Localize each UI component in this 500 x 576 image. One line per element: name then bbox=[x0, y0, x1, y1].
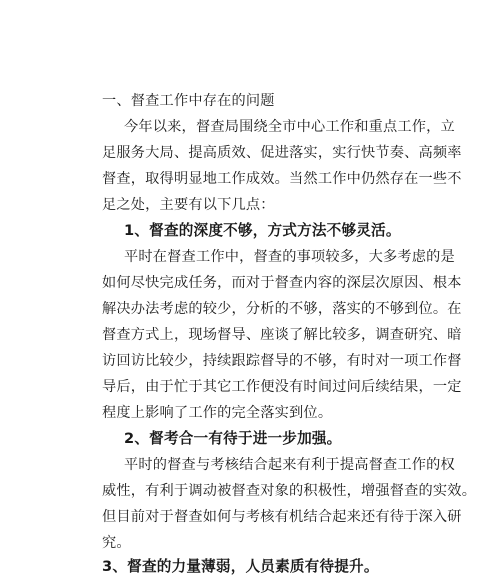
paragraph-line: 解决办法考虑的较少，分析的不够，落实的不够到位。在 bbox=[102, 301, 462, 317]
paragraph-line: 究。 bbox=[102, 535, 131, 551]
subheading-3-partial: 3、督查的力量薄弱，人员素质有待提升。 bbox=[102, 558, 379, 575]
paragraph-line: 如何尽快完成任务，而对于督查内容的深层次原因、根本 bbox=[102, 275, 462, 291]
paragraph-line: 导后，由于忙于其它工作便没有时间过问后续结果，一定 bbox=[102, 379, 462, 395]
section-heading: 一、督查工作中存在的问题 bbox=[102, 93, 275, 109]
paragraph-line: 程度上影响了工作的完全落实到位。 bbox=[102, 405, 333, 421]
paragraph-line: 足服务大局、提高质效、促进落实，实行快节奏、高频率 bbox=[102, 145, 462, 161]
paragraph-line: 今年以来，督查局围绕全市中心工作和重点工作，立 bbox=[124, 119, 455, 135]
paragraph-line: 威性，有利于调动被督查对象的积极性，增强督查的实效。 bbox=[102, 483, 477, 499]
paragraph-line: 但目前对于督查如何与考核有机结合起来还有待于深入研 bbox=[102, 509, 462, 525]
paragraph-line: 平时的督查与考核结合起来有利于提高督查工作的权 bbox=[124, 457, 455, 473]
paragraph-line: 督查方式上，现场督导、座谈了解比较多，调查研究、暗 bbox=[102, 327, 462, 343]
paragraph-line: 足之处，主要有以下几点： bbox=[102, 197, 275, 213]
paragraph-line: 访回访比较少，持续跟踪督导的不够，有时对一项工作督 bbox=[102, 353, 462, 369]
subheading-2: 2、督考合一有待于进一步加强。 bbox=[124, 430, 342, 447]
paragraph-line: 督查，取得明显地工作成效。当然工作中仍然存在一些不 bbox=[102, 171, 462, 187]
paragraph-line: 平时在督查工作中，督查的事项较多，大多考虑的是 bbox=[124, 249, 455, 265]
subheading-1: 1、督查的深度不够，方式方法不够灵活。 bbox=[124, 222, 401, 239]
